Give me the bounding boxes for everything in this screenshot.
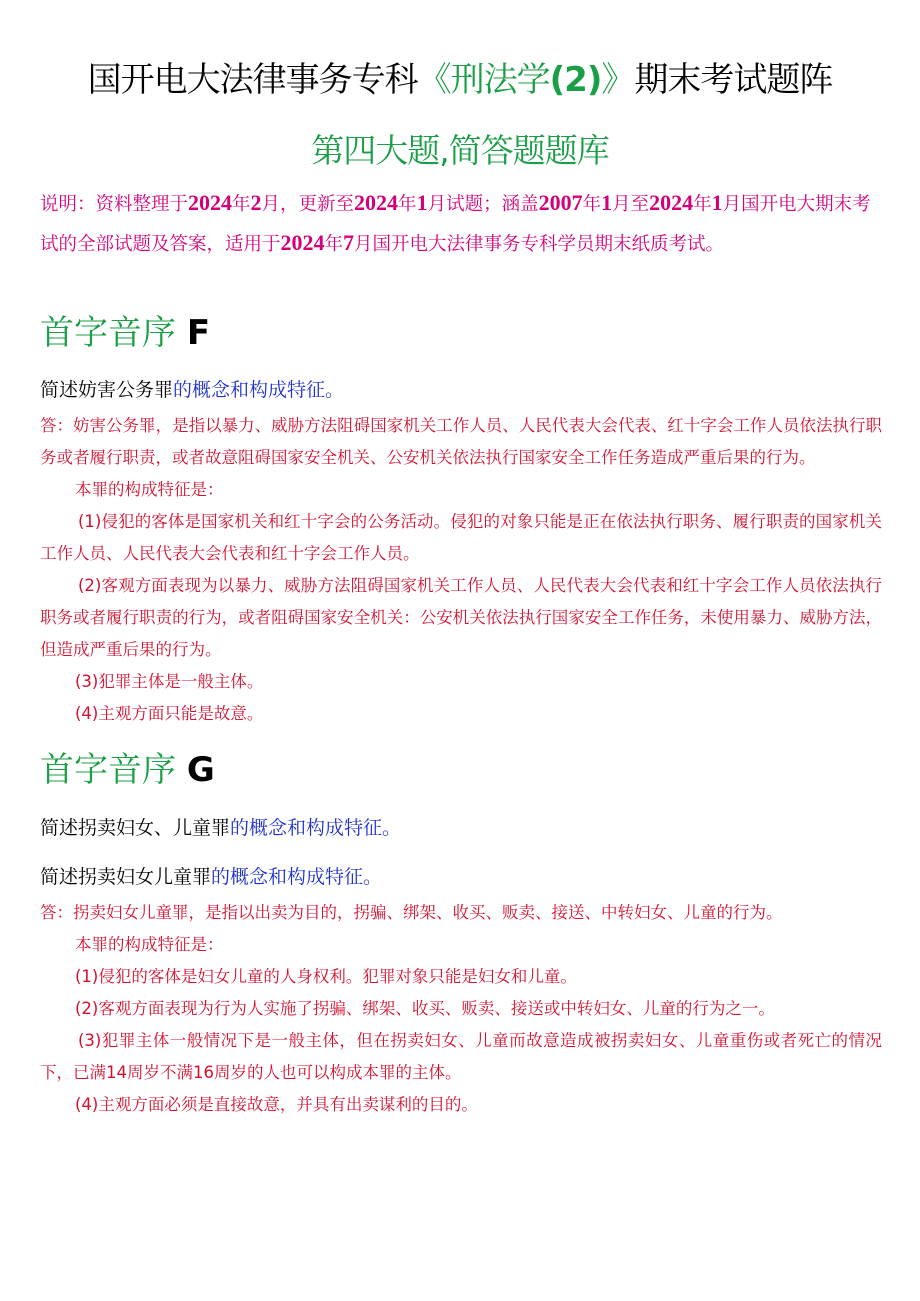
answer-block — [40, 897, 882, 1121]
answer-paragraph: (2)客观方面表现为行为人实施了拐骗、绑架、收买、贩卖、接送或中转妇女、儿童的行为之一。 — [75, 999, 775, 1018]
answer-paragraph: (1)侵犯的客体是国家机关和红十字会的公务活动。侵犯的对象只能是正在依法执行职务、履行职责的国家机关工作人员、人民代表大会代表和红十字会工作人员。 — [40, 512, 882, 563]
title-part3: (2) — [549, 60, 602, 100]
question-title: 简述拐卖妇女儿童罪的概念和构成特征。 — [40, 866, 383, 888]
answer-paragraph: 答：拐卖妇女儿童罪，是指以出卖为目的，拐骗、绑架、收买、贩卖、接送、中转妇女、儿童的行为。 — [40, 903, 783, 922]
section-heading-g: 首字音序 G — [40, 750, 215, 790]
answer-paragraph: (4)主观方面只能是故意。 — [75, 704, 264, 723]
title-part5: 期末考试题阵 — [634, 60, 833, 100]
answer-paragraph: 本罪的构成特征是： — [75, 480, 224, 499]
document-subtitle: 第四大题,简答题题库 — [311, 131, 609, 170]
description-note: 说明：资料整理于2024年2月，更新至2024年1月试题；涵盖2007年1月至2024年1月国开电大期末考试的全部试题及答案，适用于2024年7月国开电大法律事务专科学员期末纸质考试。 — [40, 190, 871, 255]
answer-paragraph: (2)客观方面表现为以暴力、威胁方法阻碍国家机关工作人员、人民代表大会代表和红十字会工作人员依法执行职务或者履行职责的行为，或者阻碍国家安全机关：公安机关依法执行国家安全工作任务，未使用暴力、威胁方法，但造成严重后果的行为。 — [40, 576, 882, 659]
title-part1: 国开电大法律事务专科 — [87, 60, 418, 100]
title-part2: 《刑法学 — [417, 60, 550, 100]
section-heading-f: 首字音序 F — [40, 313, 211, 353]
section-letter: F — [186, 313, 211, 353]
document-title — [0, 58, 920, 102]
title-part4: 》 — [601, 60, 635, 100]
question-title: 简述妨害公务罪的概念和构成特征。 — [40, 379, 345, 401]
question-title: 简述拐卖妇女、儿童罪的概念和构成特征。 — [40, 817, 402, 839]
answer-paragraph: 答：妨害公务罪，是指以暴力、威胁方法阻碍国家机关工作人员、人民代表大会代表、红十字会工作人员依法执行职务或者履行职责，或者故意阻碍国家安全机关、公安机关依法执行国家安全工作任务造成严重后果的行为。 — [40, 416, 882, 467]
section-letter: G — [186, 750, 215, 790]
answer-paragraph: (4)主观方面必须是直接故意，并具有出卖谋利的目的。 — [75, 1095, 478, 1114]
answer-paragraph: (1)侵犯的客体是妇女儿童的人身权利。犯罪对象只能是妇女和儿童。 — [75, 967, 577, 986]
answer-paragraph: (3)犯罪主体一般情况下是一般主体，但在拐卖妇女、儿童而故意造成被拐卖妇女、儿童重伤或者死亡的情况下，已满14周岁不满16周岁的人也可以构成本罪的主体。 — [40, 1031, 882, 1082]
answer-block — [40, 410, 882, 730]
answer-paragraph: (3)犯罪主体是一般主体。 — [75, 672, 264, 691]
answer-paragraph: 本罪的构成特征是： — [75, 935, 224, 954]
